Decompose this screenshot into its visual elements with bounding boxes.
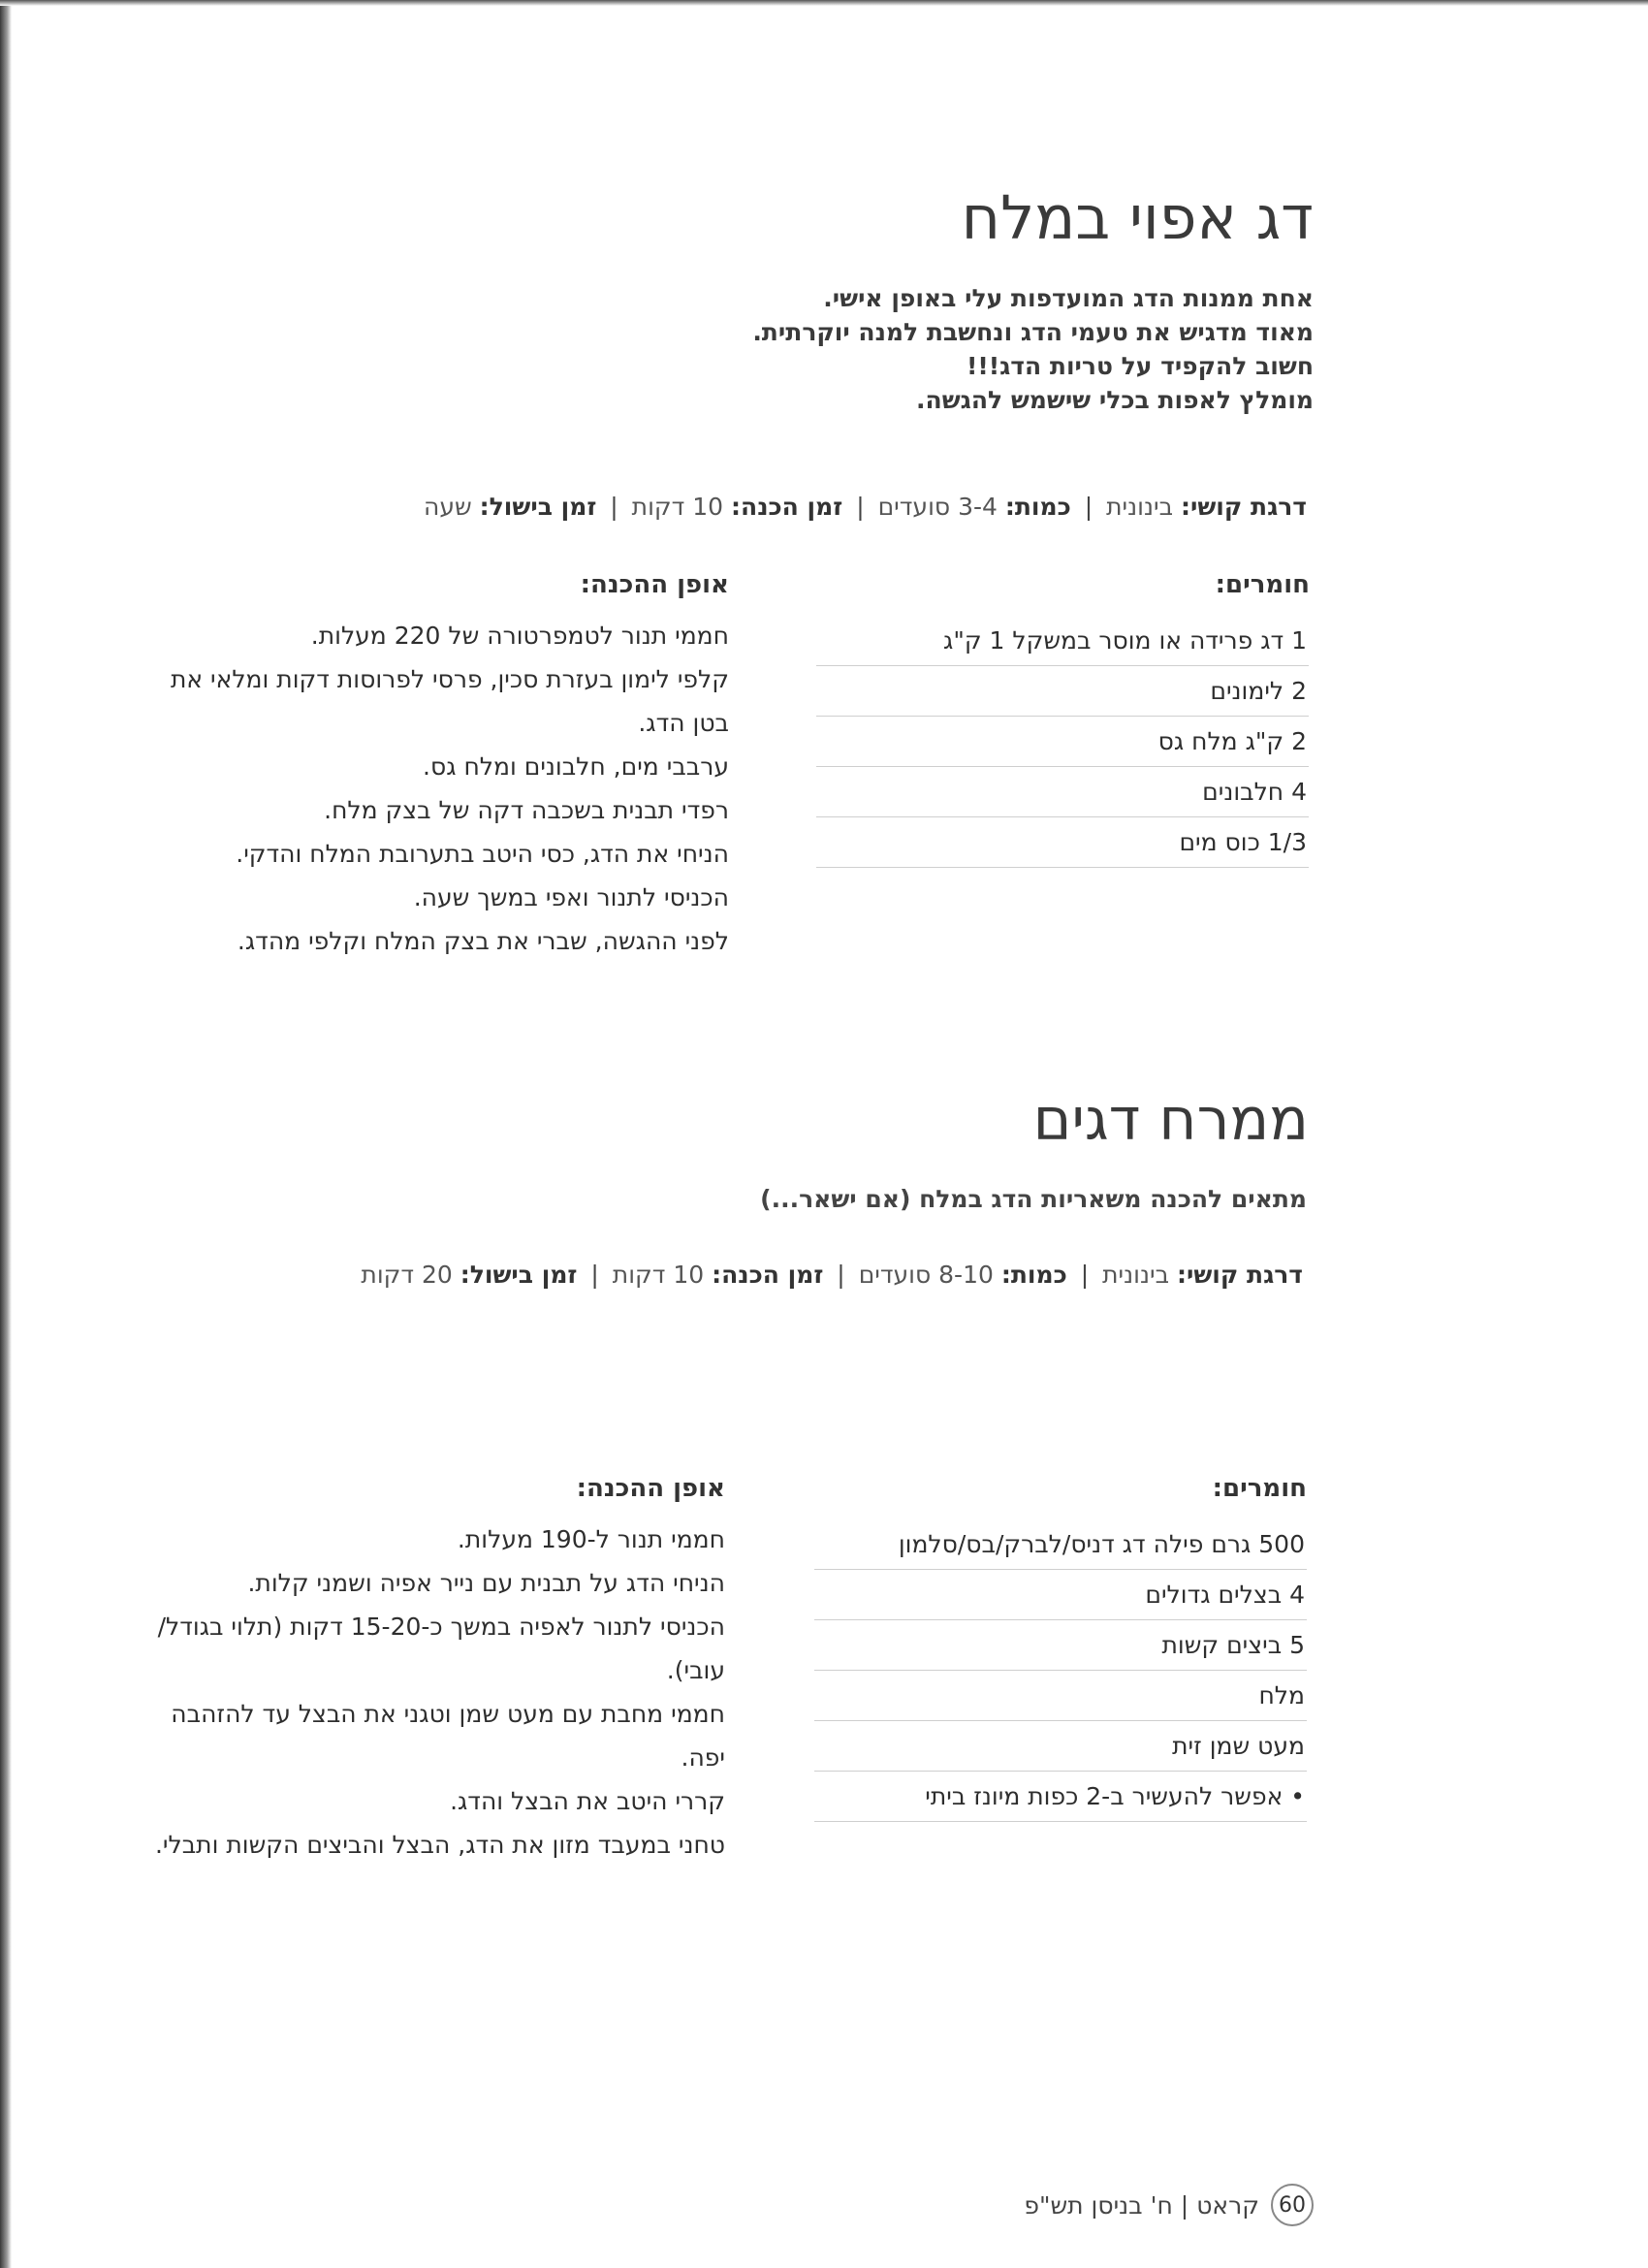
meta-separator: | [610,493,618,521]
recipe2-ingredients-heading: חומרים: [1212,1474,1307,1503]
footer-separator: | [1180,2190,1189,2220]
recipe1-title: דג אפוי במלח [961,182,1314,253]
recipe2-prep-heading: אופן ההכנה: [576,1474,725,1503]
meta-separator: | [856,493,865,521]
prep-step: עובי). [666,1656,725,1684]
recipe1-prep-steps [128,614,729,963]
cook-time-value: 20 דקות [361,1261,453,1289]
page-number: 60 [1271,2184,1314,2226]
recipe1-prep-heading: אופן ההכנה: [580,570,729,599]
recipe1-intro-line: חשוב להקפיד על טריות הדג!!! [966,352,1314,380]
publication-name: קראט [1196,2190,1259,2220]
cook-time-value: שעה [424,493,472,521]
recipe2-title: ממרח דגים [1032,1086,1309,1154]
recipe1-intro-line: מאוד מדגיש את טעמי הדג ונחשבת למנה יוקרתית. [752,318,1314,346]
recipe1-ingredients-heading: חומרים: [1215,570,1310,599]
quantity-label: כמות: [1004,493,1071,521]
quantity-value: 3-4 סועדים [877,493,998,521]
quantity-value: 8-10 סועדים [858,1261,994,1289]
cook-time-label: זמן בישול: [460,1261,578,1289]
quantity-label: כמות: [1000,1261,1067,1289]
ingredient-item: 4 בצלים גדולים [814,1570,1307,1620]
prep-step: הכניסי לתנור לאפיה במשך כ-15-20 דקות (תלוי בגודל/ [157,1613,725,1641]
meta-separator: | [1084,493,1093,521]
recipe2-prep-steps [124,1517,725,1867]
recipe1-intro [635,281,1314,417]
ingredient-item: 2 ק"ג מלח גס [816,717,1309,767]
ingredient-item: מעט שמן זית [814,1721,1307,1772]
prep-step: חממי מחבת עם מעט שמן וטגני את הבצל עד להזהבה יפה. [171,1700,725,1772]
difficulty-label: דרגת קושי: [1176,1261,1303,1289]
prep-step: חממי תנור ל-190 מעלות. [457,1525,725,1553]
difficulty-label: דרגת קושי: [1180,493,1307,521]
prep-time-value: 10 דקות [631,493,724,521]
ingredient-item: 4 חלבונים [816,767,1309,817]
recipe1-intro-line: מומלץ לאפות בכלי שישמש להגשה. [916,386,1314,414]
ingredient-item: • אפשר להעשיר ב-2 כפות מיונז ביתי [814,1772,1307,1822]
recipe2-meta [361,1261,1303,1289]
meta-separator: | [1080,1261,1090,1289]
ingredient-item: 1 דג פרידה או מוסר במשקל 1 ק"ג [816,616,1309,666]
prep-time-label: זמן הכנה: [712,1261,824,1289]
prep-time-value: 10 דקות [612,1261,705,1289]
prep-step: לפני ההגשה, שברי את בצק המלח וקלפי מהדג. [237,927,729,955]
page-footer [1024,2184,1314,2226]
recipe1-meta [424,493,1307,521]
prep-step: חממי תנור לטמפרטורה של 220 מעלות. [310,622,729,650]
issue-date: ח' בניסן תש"פ [1024,2190,1173,2220]
difficulty-value: בינונית [1106,493,1174,521]
ingredient-item: מלח [814,1671,1307,1721]
prep-step: בטן הדג. [638,709,729,737]
ingredient-item: 5 ביצים קשות [814,1620,1307,1671]
meta-separator: | [590,1261,599,1289]
prep-step: טחני במעבד מזון את הדג, הבצל והביצים הקשות ותבלי. [154,1831,725,1859]
prep-step: הכניסי לתנור ואפי במשך שעה. [413,883,729,911]
ingredient-item: 500 גרם פילה דג דניס/לברק/בס/סלמון [814,1519,1307,1570]
difficulty-value: בינונית [1102,1261,1170,1289]
recipe2-subtitle: מתאים להכנה משאריות הדג במלח (אם ישאר...) [760,1185,1307,1213]
prep-step: רפדי תבנית בשכבה דקה של בצק מלח. [324,796,729,824]
prep-step: הניחי הדג על תבנית עם נייר אפיה ושמני קלות. [247,1569,725,1597]
recipe1-intro-line: אחת ממנות הדג המועדפות עלי באופן אישי. [823,284,1314,312]
recipe2-ingredients-list [814,1519,1307,1822]
prep-time-label: זמן הכנה: [731,493,843,521]
prep-step: ערבבי מים, חלבונים ומלח גס. [423,752,729,781]
prep-step: קלפי לימון בעזרת סכין, פרסי לפרוסות דקות ומלאי את [170,665,729,693]
prep-step: קררי היטב את הבצל והדג. [450,1787,725,1815]
meta-separator: | [837,1261,845,1289]
ingredient-item: 2 לימונים [816,666,1309,717]
cook-time-label: זמן בישול: [479,493,597,521]
prep-step: הניחי את הדג, כסי היטב בתערובת המלח והדקי. [236,840,729,868]
recipe1-ingredients-list [816,616,1309,868]
ingredient-item: 1/3 כוס מים [816,817,1309,868]
